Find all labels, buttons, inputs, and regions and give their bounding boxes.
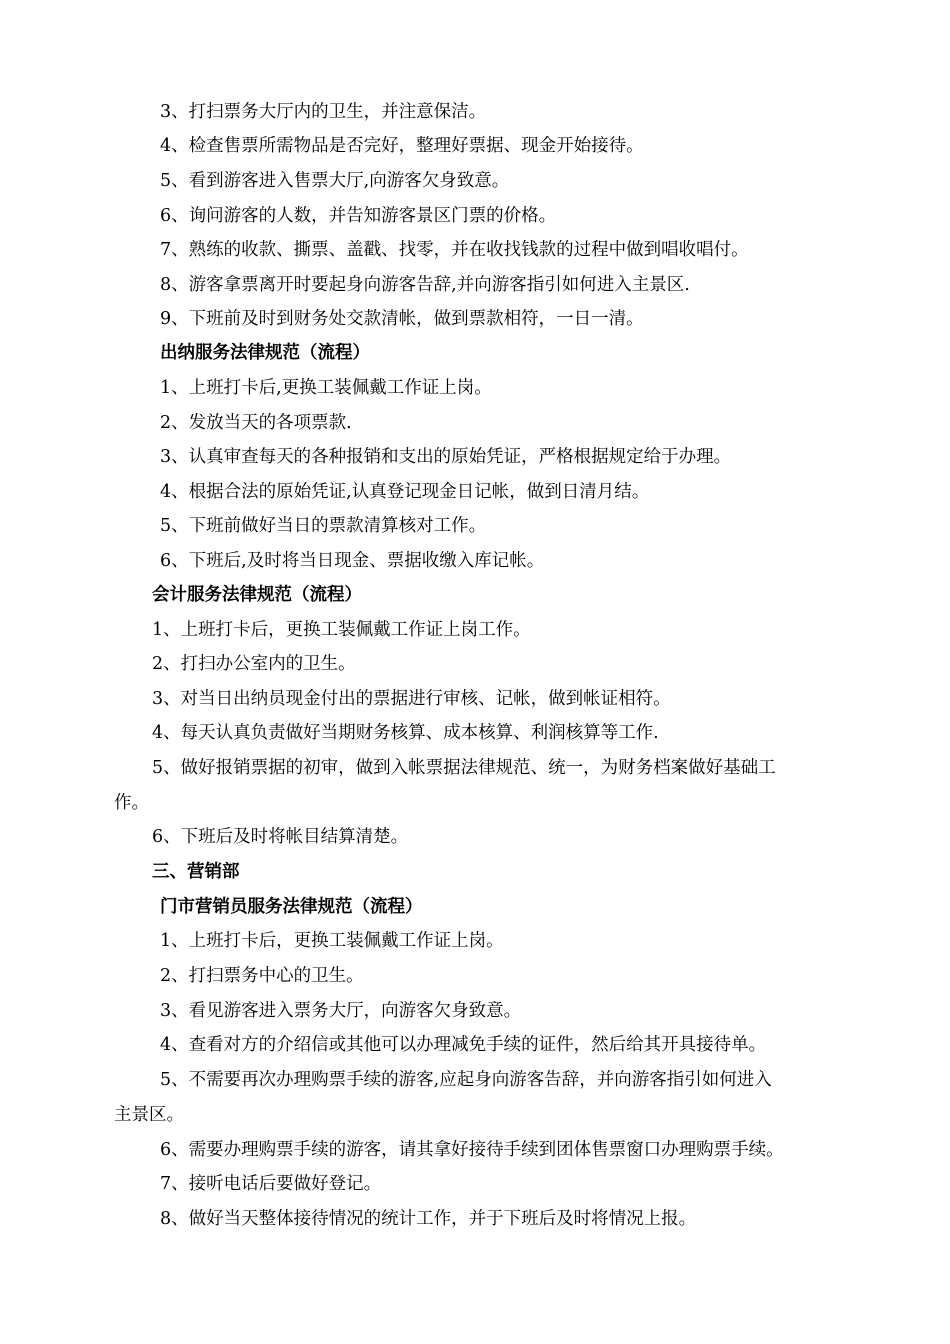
list-item: 8、游客拿票离开时要起身向游客告辞,并向游客指引如何进入主景区. [160, 275, 690, 295]
list-item: 6、下班后,及时将当日现金、票据收缴入库记帐。 [160, 551, 545, 571]
list-item: 3、认真审查每天的各种报销和支出的原始凭证，严格根据规定给于办理。 [160, 447, 732, 467]
list-item: 4、每天认真负责做好当期财务核算、成本核算、利润核算等工作. [152, 723, 659, 743]
list-item: 1、上班打卡后，更换工装佩戴工作证上岗工作。 [152, 620, 531, 640]
list-item: 5、下班前做好当日的票款清算核对工作。 [160, 516, 487, 536]
list-item: 4、根据合法的原始凭证,认真登记现金日记帐，做到日清月结。 [160, 482, 650, 502]
section-heading: 三、营销部 [152, 862, 240, 882]
list-item: 7、熟练的收款、撕票、盖戳、找零，并在收找钱款的过程中做到唱收唱付。 [160, 240, 749, 260]
list-item: 6、询问游客的人数，并告知游客景区门票的价格。 [160, 206, 557, 226]
list-item: 2、发放当天的各项票款. [160, 413, 352, 433]
list-item: 6、下班后及时将帐目结算清楚。 [152, 827, 409, 847]
section-heading: 会计服务法律规范（流程） [152, 585, 362, 605]
list-item: 5、看到游客进入售票大厅,向游客欠身致意。 [160, 171, 510, 191]
section-heading: 门市营销员服务法律规范（流程） [160, 897, 423, 917]
list-item: 3、对当日出纳员现金付出的票据进行审核、记帐，做到帐证相符。 [152, 689, 671, 709]
list-item: 1、上班打卡后，更换工装佩戴工作证上岗。 [160, 931, 504, 951]
list-item: 8、做好当天整体接待情况的统计工作，并于下班后及时将情况上报。 [160, 1209, 697, 1229]
list-item: 6、需要办理购票手续的游客，请其拿好接待手续到团体售票窗口办理购票手续。 [160, 1140, 784, 1160]
list-item: 1、上班打卡后,更换工装佩戴工作证上岗。 [160, 378, 492, 398]
list-item: 5、做好报销票据的初审，做到入帐票据法律规范、统一，为财务档案做好基础工 [152, 758, 776, 778]
list-item: 作。 [114, 793, 149, 813]
list-item: 4、查看对方的介绍信或其他可以办理减免手续的证件，然后给其开具接待单。 [160, 1035, 767, 1055]
list-item: 4、检查售票所需物品是否完好，整理好票据、现金开始接待。 [160, 136, 644, 156]
list-item: 主景区。 [114, 1105, 184, 1125]
section-heading: 出纳服务法律规范（流程） [160, 343, 370, 363]
list-item: 3、看见游客进入票务大厅，向游客欠身致意。 [160, 1001, 522, 1021]
list-item: 2、打扫票务中心的卫生。 [160, 966, 364, 986]
list-item: 7、接听电话后要做好登记。 [160, 1174, 382, 1194]
list-item: 5、不需要再次办理购票手续的游客,应起身向游客告辞，并向游客指引如何进入 [160, 1070, 772, 1090]
list-item: 2、打扫办公室内的卫生。 [152, 654, 356, 674]
list-item: 9、下班前及时到财务处交款清帐，做到票款相符，一日一清。 [160, 309, 644, 329]
list-item: 3、打扫票务大厅内的卫生，并注意保洁。 [160, 102, 487, 122]
